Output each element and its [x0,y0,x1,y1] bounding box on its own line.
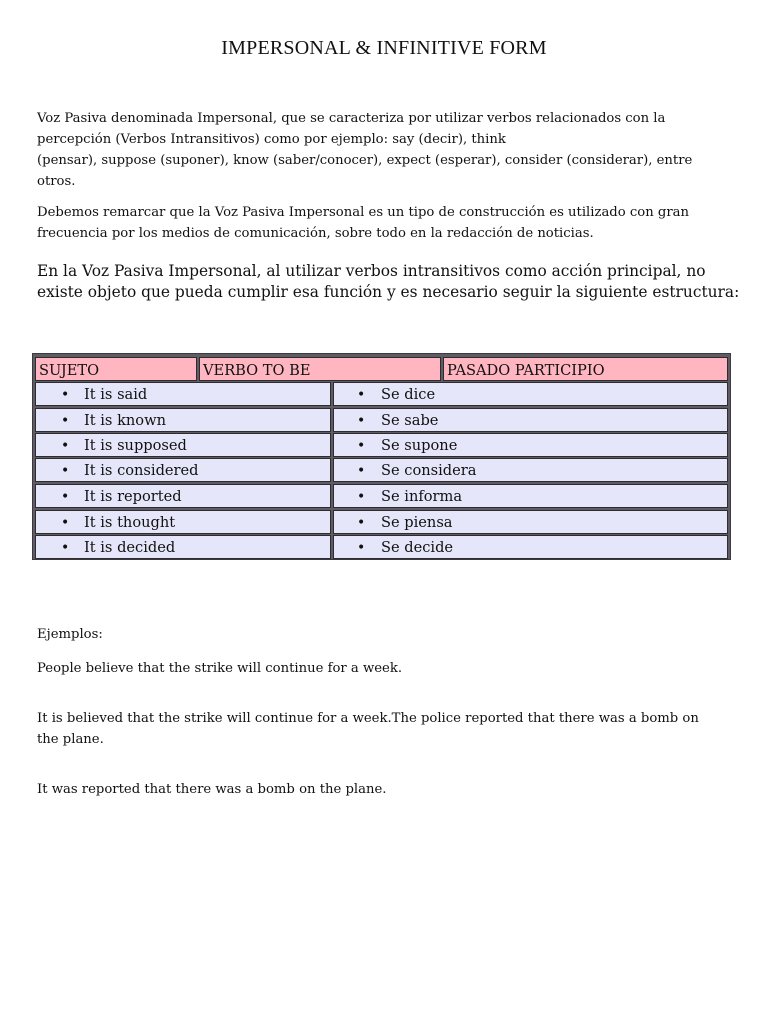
remark-line: frecuencia por los medios de comunicación, sobre todo en la redacción de noticias. [37,226,594,241]
bullet-icon: • [357,438,366,454]
table-cell-spanish [333,382,728,406]
english-phrase: It is known [84,412,166,429]
header-cell-pasado-participio: PASADO PARTICIPIO [443,357,728,381]
table-cell-english [35,484,331,508]
intro-line: Voz Pasiva denominada Impersonal, que se caracteriza por utilizar verbos relacionados con la [37,111,666,126]
spanish-phrase: Se decide [381,539,454,556]
table-cell-english [35,535,331,559]
bullet-icon: • [61,489,70,505]
table-cell-english [35,382,331,406]
bullet-icon: • [61,387,70,403]
bullet-icon: • [357,387,366,403]
table-cell-english [35,458,331,482]
examples-heading-text: Ejemplos: [37,627,103,642]
table-cell-english [35,408,331,432]
example-line: People believe that the strike will continue for a week. [37,661,403,676]
bullet-icon: • [61,413,70,429]
english-phrase: It is thought [84,514,176,531]
examples-heading [37,624,729,645]
spanish-phrase: Se sabe [381,412,439,429]
english-phrase: It is said [84,386,148,403]
header-cell-sujeto: SUJETO [35,357,197,381]
structure-line: En la Voz Pasiva Impersonal, al utilizar verbos intransitivos como acción principal, no [37,262,706,280]
table-cell-english [35,510,331,534]
table-cell-spanish [333,458,728,482]
structure-line: existe objeto que pueda cumplir esa función y es necesario seguir la siguiente estructura: [37,283,740,301]
example-3 [37,779,729,800]
intro-line: (pensar), suppose (suponer), know (saber/conocer), expect (esperar), consider (considerar), entre [37,153,693,168]
remark-line: Debemos remarcar que la Voz Pasiva Impersonal es un tipo de construcción es utilizado con gran [37,205,689,220]
table-cell-spanish [333,510,728,534]
english-phrase: It is reported [84,488,182,505]
example-line: It was reported that there was a bomb on the plane. [37,782,387,797]
remark-paragraph [37,202,729,244]
bullet-icon: • [61,463,70,479]
example-line: the plane. [37,732,104,747]
spanish-phrase: Se considera [381,462,477,479]
spanish-phrase: Se dice [381,386,436,403]
bullet-icon: • [357,463,366,479]
bullet-icon: • [61,515,70,531]
table-cell-spanish [333,433,728,457]
passive-structure-table [32,353,731,560]
bullet-icon: • [61,438,70,454]
english-phrase: It is considered [84,462,199,479]
intro-line: otros. [37,174,76,189]
table-cell-english [35,433,331,457]
structure-paragraph [37,261,740,303]
bullet-icon: • [357,489,366,505]
intro-paragraph [37,108,729,192]
intro-line: percepción (Verbos Intransitivos) como por ejemplo: say (decir), think [37,132,506,147]
spanish-phrase: Se supone [381,437,458,454]
example-line: It is believed that the strike will continue for a week.The police reported that there was a bomb on [37,711,699,726]
bullet-icon: • [357,540,366,556]
table-cell-spanish [333,535,728,559]
spanish-phrase: Se informa [381,488,463,505]
page-title: IMPERSONAL & INFINITIVE FORM [221,37,547,59]
bullet-icon: • [61,540,70,556]
spanish-phrase: Se piensa [381,514,453,531]
header-cell-verbo-to-be: VERBO TO BE [199,357,441,381]
example-2 [37,708,729,750]
english-phrase: It is decided [84,539,176,556]
bullet-icon: • [357,413,366,429]
table-cell-spanish [333,408,728,432]
bullet-icon: • [357,515,366,531]
english-phrase: It is supposed [84,437,187,454]
example-1 [37,658,729,679]
table-cell-spanish [333,484,728,508]
